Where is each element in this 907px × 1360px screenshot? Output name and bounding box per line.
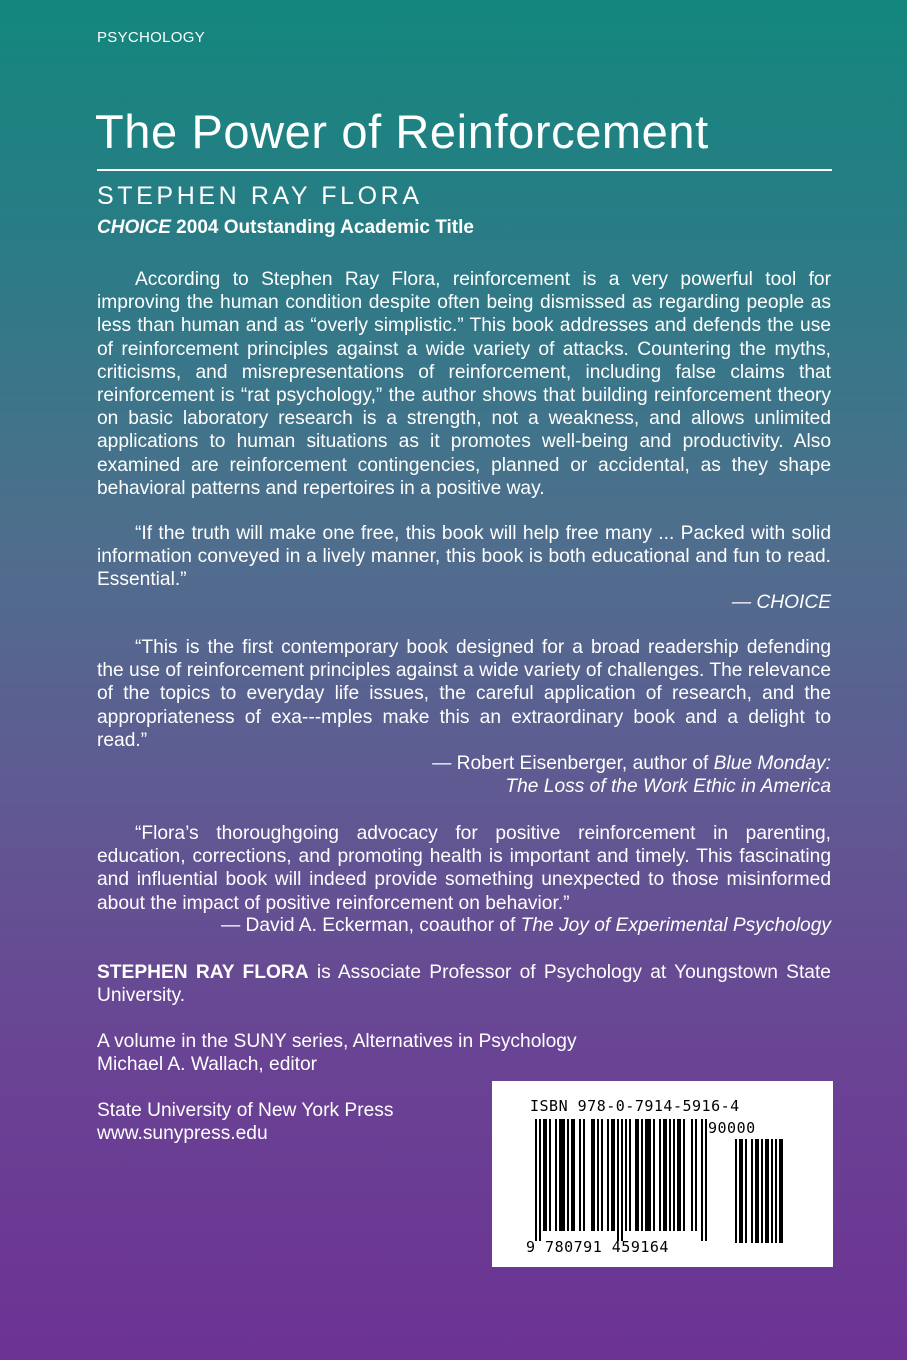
barcode-bar [571,1119,575,1231]
barcode-bar [705,1119,707,1241]
series-info [97,1030,577,1076]
barcode-bar [591,1119,595,1231]
award-source: CHOICE [97,217,171,238]
title-rule [97,169,832,171]
barcode-bar [765,1139,769,1243]
barcode-bar [739,1139,743,1243]
barcode-bar [677,1119,681,1231]
addon-barcode [735,1139,785,1243]
price-code: 90000 [708,1119,756,1137]
barcode-bar [579,1119,581,1231]
quote-3 [97,822,831,915]
attribution-book: Blue Monday: [713,753,831,774]
ean-barcode [535,1119,717,1243]
barcode-bar [597,1119,599,1231]
barcode-bar [601,1119,603,1231]
quote-1-attribution [732,591,831,614]
barcode-bar [645,1119,651,1231]
barcode-bar [641,1119,643,1231]
barcode-bar [617,1119,619,1241]
attribution-author: — David A. Eckerman, coauthor of [220,915,521,936]
barcode-bar [567,1119,569,1231]
quote-2-attribution [432,752,831,798]
award-line [97,217,474,239]
bio-text: is Associate Professor of Psychology at Youngstown State University. [97,962,831,1007]
quote-text: “If the truth will make one free, this book will help free many ... Packed with solid information conveyed in a lively manner, this book is both educational and fun to read. Essential.” [97,523,831,591]
attribution-author: — Robert Eisenberger, author of [432,753,714,774]
attribution-book-subtitle: The Loss of the Work Ethic in America [505,776,831,798]
barcode-bar [701,1119,703,1241]
publisher-name: State University of New York Press [97,1100,394,1121]
quote-2 [97,636,831,752]
barcode-bar [669,1119,671,1231]
isbn-text: ISBN 978-0-7914-5916-4 [530,1097,740,1115]
barcode-bar [555,1119,557,1231]
award-text: 2004 Outstanding Academic Title [170,217,474,238]
author-name: STEPHEN RAY FLORA [97,182,423,210]
quote-text: “Flora’s thoroughgoing advocacy for positive reinforcement in parenting, education, corrections, and promoting health is important and timely. This fascinating and influential book will indeed provide something unexpected to those misinformed about the impact of positive reinforcement on behavior.” [97,823,831,914]
barcode-bar [539,1119,541,1241]
description [97,268,831,500]
book-title: The Power of Reinforcement [95,105,709,158]
barcode-bar [683,1119,685,1231]
attribution-book: The Joy of Experimental Psychology [520,915,831,936]
attribution-source: — CHOICE [731,592,831,613]
quote-text: “This is the first contemporary book designed for a broad readership defending the use of reinforcement principles against a wide variety of challenges. The relevance of the topics to everyday life issues, the careful application of research, and the appropriateness of exa---mples make this an extraordinary book and a delight to read.” [97,637,831,751]
barcode-bar [535,1119,537,1241]
quote-1 [97,522,831,592]
barcode-bar [611,1119,615,1231]
barcode-bar [629,1119,631,1231]
barcode-bar [653,1119,655,1231]
publisher-info [97,1099,393,1145]
barcode-bar [625,1119,627,1231]
barcode-bar [543,1119,547,1231]
bio-name: STEPHEN RAY FLORA [97,962,309,983]
barcode-bar [695,1119,697,1231]
barcode-bar [583,1119,585,1231]
series-editor: Michael A. Wallach, editor [97,1054,318,1076]
quote-3-attribution [221,914,831,937]
category-label: PSYCHOLOGY [97,29,206,46]
barcode-bar [659,1119,661,1231]
barcode-bar [663,1119,667,1231]
barcode-bar [691,1119,693,1231]
author-bio [97,961,831,1007]
barcode-bar [755,1139,759,1243]
barcode-bar [745,1139,747,1243]
barcode-bar [751,1139,753,1243]
barcode-bar [735,1139,737,1243]
description-text: According to Stephen Ray Flora, reinforcement is a very powerful tool for improving the human condition despite often being dismissed as regarding people as less than human and as “overly simplistic.” This book addresses and defends the use of reinforcement principles against a wide variety of attacks. Countering the myths, criticisms, and misrepresentations of reinforcement, including false claims that reinforcement is “rat psychology,” the author shows that building reinforcement theory on basic laboratory research is a strength, not a weakness, and allows unlimited applications to human situations as it promotes well-being and productivity. Also examined are reinforcement contingencies, planned or accidental, as they shape behavioral patterns and repertoires in a positive way. [97,269,831,499]
barcode-bar [549,1119,551,1231]
barcode-bar [621,1119,623,1241]
barcode-bar [761,1139,763,1243]
barcode-bar [559,1119,565,1231]
ean-digits: 9 780791 459164 [526,1238,669,1256]
series-line: A volume in the SUNY series, Alternatives in Psychology [97,1031,577,1052]
publisher-url: www.sunypress.edu [97,1123,268,1145]
barcode-bar [775,1139,777,1243]
barcode-bar [673,1119,675,1231]
barcode-panel [492,1081,833,1267]
barcode-bar [635,1119,639,1231]
barcode-bar [607,1119,609,1231]
barcode-bar [771,1139,773,1243]
barcode-bar [779,1139,783,1243]
